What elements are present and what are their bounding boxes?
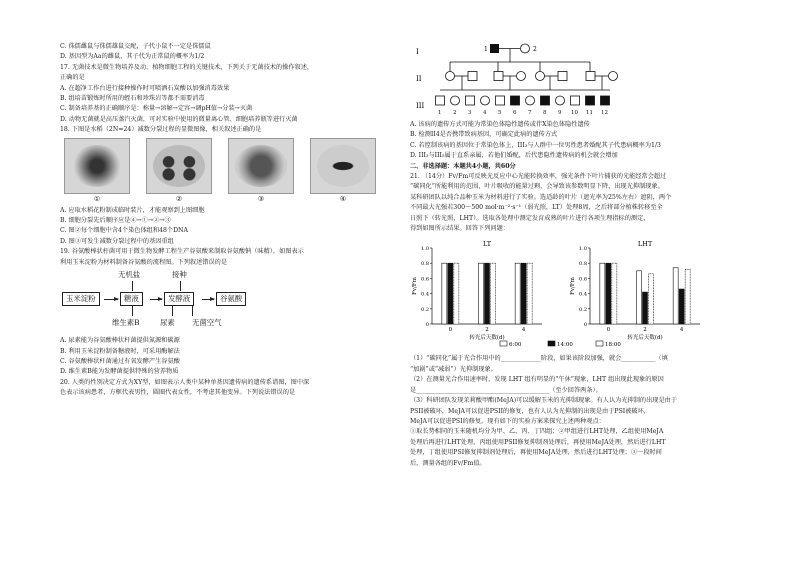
- svg-text:12: 12: [601, 110, 608, 116]
- micrograph-2: [146, 138, 212, 204]
- x-tick-label: 0: [606, 327, 611, 334]
- text-line: B. 利用玉米淀粉制备糖液时，可采用酶解法: [60, 347, 180, 355]
- pedigree-chart: [410, 38, 750, 120]
- micrograph-label: ④: [339, 195, 347, 204]
- text-line: A. 在超净工作台进行接种操作时可喷洒石炭酸以加强消毒效果: [60, 84, 230, 92]
- flow-arrow: [172, 306, 173, 316]
- bar: [685, 270, 690, 325]
- bar: [600, 264, 605, 325]
- affected-male: [490, 44, 499, 53]
- bar: [454, 264, 459, 325]
- bar: [673, 268, 678, 324]
- bar-charts: [410, 236, 750, 354]
- bar: [612, 264, 617, 325]
- svg-text:8: 8: [543, 110, 547, 116]
- flow-box: 糖液: [120, 292, 143, 306]
- text-line: “加剧”或“减弱”）光抑制现象。: [410, 365, 497, 373]
- svg-text:2: 2: [453, 110, 457, 116]
- svg-text:4: 4: [483, 110, 487, 116]
- y-tick-label: 0.8: [421, 261, 429, 268]
- flow-box: 发酵液: [164, 292, 194, 306]
- flow-label-top: 无机盐: [118, 270, 141, 280]
- legend-swatch: [500, 341, 507, 346]
- text-line: PSII被破坏，MeJA可以促进PSII的修复，也有人认为光抑制的出现是由于PSI被破坏，: [410, 407, 650, 415]
- text-line: 色表示该病患者，方框代表男性，圆圈代表女性，不考虑其他变异。下列说法错误的是: [60, 389, 296, 397]
- micrograph-4: [310, 138, 376, 204]
- y-tick-label: 0.6: [579, 276, 587, 283]
- y-tick-label: 0.2: [579, 307, 587, 314]
- flow-label-top: 接种: [172, 270, 187, 280]
- bar: [606, 264, 611, 325]
- flow-arrow: [150, 299, 162, 300]
- x-axis-label: 转光后天数(d): [627, 335, 663, 342]
- flow-arrow: [104, 299, 118, 300]
- svg-text:1: 1: [438, 110, 442, 116]
- y-tick-label: 0.8: [579, 261, 587, 268]
- y-tick-label: 1.0: [579, 246, 587, 253]
- micrograph-label: ①: [93, 195, 101, 204]
- y-tick-label: 0.4: [579, 292, 587, 299]
- bar: [448, 264, 453, 325]
- text-line: 利用玉米淀粉为材料制备谷氨酸的流程图。下列叙述错误的是: [60, 258, 228, 266]
- text-line: 20. 人类的性别决定方式为XY型，如图表示人类中某种单基因遗传病的遗传系谱图，图中深: [60, 378, 310, 386]
- y-tick-label: 0.6: [421, 276, 429, 283]
- text-line: B. 细胞分裂先后顺序应是④→①→②→③: [60, 217, 171, 225]
- y-tick-label: 0.4: [421, 292, 429, 299]
- x-tick-label: 4: [679, 327, 684, 334]
- y-axis-label: Fv/Fm: [570, 277, 576, 296]
- text-line: 17. 无菌技术是微生物培养及动、植物细胞工程的关键技术，下列关于无菌技术的操作叙述，: [60, 63, 314, 71]
- generation-label: III: [416, 102, 425, 110]
- text-line: D. III₃与III₅属于直系亲属，若他们婚配，后代患隐性遗传病的机会就会增加: [410, 152, 618, 160]
- bar: [515, 264, 520, 325]
- bar: [491, 264, 496, 325]
- bar: [679, 290, 684, 325]
- chart-svg: [410, 236, 750, 354]
- chart-title: LHT: [637, 240, 653, 249]
- y-tick-label: 0: [425, 322, 429, 329]
- text-line: 得到如图所示结果。回答下列问题：: [410, 225, 509, 233]
- text-line: 19. 谷氨酸棒状杆菌可用于微生物发酵工程生产谷氨酸来制取谷氨酸钠（味精），如图表示: [60, 248, 304, 256]
- text-line: B. 组培苗锻炼时所用的蛭石和珍珠岩等都不需要消毒: [60, 95, 205, 103]
- generation-label: II: [416, 75, 422, 83]
- flow-label-bottom: 尿素: [160, 318, 175, 328]
- micrograph-label: ③: [257, 195, 265, 204]
- svg-text:5: 5: [498, 110, 502, 116]
- flow-box: 谷氨酸: [216, 292, 246, 306]
- text-line: C. 侏儒雌鼠与侏儒雄鼠交配，子代小鼠不一定是侏儒鼠: [60, 43, 211, 50]
- flow-label-bottom: 无菌空气: [192, 318, 222, 328]
- text-line: MeJA可以促进PSI的修复。现有如下的实验方案来探究上述两种观点：: [410, 417, 605, 425]
- text-line: D. 动物无菌就是高压蒸汽灭菌，可对实验中使用的微量离心管、细胞培养瓶等进行灭菌: [60, 115, 298, 123]
- legend-label: 18:00: [605, 342, 621, 349]
- text-line: A. 尿素能为谷氨酸棒状杆菌提供氮源和碳源: [60, 337, 180, 345]
- text-line: D. 维生素B能为发酵菌提供特殊的营养物质: [60, 368, 179, 376]
- right-column: [410, 38, 750, 469]
- x-tick-label: 2: [485, 327, 489, 334]
- text-line: 是___________________________________________（至少回答两条）。: [410, 386, 602, 394]
- bar: [479, 264, 484, 325]
- text-line: C. 图②每个细胞中含4个染色体组和48个DNA: [60, 227, 188, 235]
- flow-label-bottom: 维生素B: [112, 318, 140, 328]
- text-line: A. 应取水稻花粉制成临时装片，才能观察到上图细胞: [60, 206, 205, 214]
- text-line: 不同最大光强若300～500 mol·m⁻²·s⁻¹（弱光照，LT）处理8周，之后将部分植株转移至全: [410, 204, 663, 212]
- text-line: “碳同化”所能利用的范围，叶片吸收的能量过剩，会导致该参数明显下降，出现光抑制现象。: [410, 183, 664, 191]
- flow-arrow: [192, 306, 193, 316]
- text-line: 某科研团队以纯合品种玉米为材料进行了实验。选适龄的叶片（遮光率为25%左右）遮阴，两个: [410, 193, 672, 201]
- text-line: D. 基因型为Aa的雌鼠，其子代为正常鼠的概率为1/2: [60, 53, 205, 61]
- micrograph-1: [64, 138, 130, 204]
- flow-arrow: [132, 306, 133, 316]
- svg-text:6: 6: [513, 110, 517, 116]
- flow-box: 玉米淀粉: [62, 292, 100, 306]
- text-line: B. 检测II4是否携带致病基因，可确定此病的遗传方式: [410, 131, 558, 139]
- x-axis-label: 转光后天数(d): [469, 335, 505, 342]
- y-axis-label: Fv/Fm: [412, 277, 418, 296]
- x-tick-label: 0: [448, 327, 453, 334]
- left-column: [60, 42, 390, 399]
- legend-label: 14:00: [557, 342, 573, 349]
- text-line: 日照下（转光照，LHT）。选取各处理中测定发育成熟的叶片进行各项生理指标的测定，: [410, 214, 650, 222]
- bar: [649, 274, 654, 324]
- text-line: D. 图③可发生减数分裂过程中的基因重组: [60, 237, 174, 245]
- text-line: 处理，丁组使用PSI修复抑制剂处理后，再使用MeJA处理，然后进行LHT处理；③一段时间: [410, 449, 662, 457]
- text-line: C. 谷氨酸棒状杆菌通过有氧发酵产生谷氨酸: [60, 357, 180, 365]
- generation-2: [440, 62, 618, 90]
- flow-arrow: [132, 281, 133, 291]
- section-title: 二、非选择题：本题共4小题，共60分: [410, 162, 516, 170]
- individual-number: 1: [484, 46, 488, 53]
- svg-text:10: 10: [571, 110, 578, 116]
- text-line: ①取长势相同的玉米随机均分为甲、乙、丙、丁四组；②甲组进行LHT处理，乙组使用MeJA: [410, 428, 664, 436]
- y-tick-label: 0.2: [421, 307, 429, 314]
- flow-arrow: [202, 299, 214, 300]
- svg-text:11: 11: [586, 110, 593, 116]
- y-tick-label: 1.0: [421, 246, 429, 253]
- text-line: C. 制备培养基的正确顺序是：称量→溶解→定容→调pH值→分装→灭菌: [60, 105, 253, 113]
- text-line: A. 该病的遗传方式可能为常染色体隐性遗传或伴X染色体隐性遗传: [410, 121, 590, 128]
- legend-label: 6:00: [509, 342, 522, 349]
- text-line: 处理后再进行LHT处理，丙组使用PSII修复抑制剂处理后，再使用MeJA处理，然后进行LHT: [410, 438, 666, 446]
- y-tick-label: 0: [583, 322, 587, 329]
- chart-title: LT: [482, 240, 492, 249]
- text-line: 后，测量各组的Fv/Fm值。: [410, 459, 486, 467]
- micrograph-row: [60, 138, 390, 204]
- flow-diagram: [60, 270, 390, 334]
- generation-3: [436, 96, 610, 105]
- pedigree-svg: [410, 38, 750, 120]
- female: [521, 44, 530, 53]
- bar: [643, 293, 648, 325]
- generation-3-numbers: [438, 110, 608, 116]
- svg-text:3: 3: [468, 110, 472, 116]
- text-line: 18. 下图是水稻（2N=24）减数分裂过程的显微图像，相关叙述正确的是: [60, 126, 262, 134]
- svg-text:9: 9: [558, 110, 562, 116]
- x-tick-label: 4: [521, 327, 526, 334]
- svg-text:7: 7: [528, 110, 532, 116]
- legend-swatch: [548, 341, 555, 346]
- bar: [442, 264, 447, 325]
- micrograph-3: [228, 138, 294, 204]
- bar: [527, 264, 532, 325]
- text-line: （1）“碳同化”属于光合作用中的_____________阶段，如果该阶段加强，就会___________（填: [410, 355, 668, 363]
- text-line: C. 若控制该病的基因位于常染色体上，III₃与人群中一位男性患者婚配其子代患病概率为1/3: [410, 141, 661, 149]
- legend-swatch: [596, 341, 603, 346]
- micrograph-label: ②: [175, 195, 183, 204]
- bar: [637, 271, 642, 324]
- text-line: 正确的是: [60, 74, 85, 82]
- text-line: 21. （14分）Fv/Fm可反映光反应中心光能转换效率，强光条件下叶片捕获的光能经常会超过: [410, 173, 667, 181]
- individual-number: 2: [533, 46, 537, 53]
- text-line: （3）科研团队发现茉莉酸甲酯(MeJA)可以缓解玉米的光抑制现象。有人认为光抑制的出现是由于: [410, 397, 678, 405]
- x-tick-label: 2: [643, 327, 647, 334]
- generation-label: I: [416, 48, 419, 56]
- bar: [521, 264, 526, 325]
- flow-arrow: [180, 281, 181, 291]
- bar: [485, 264, 490, 325]
- text-line: （2）在测量光合作用速率时，发现 LHT 组有明显的“午休”现象，LHT 组出现此现象的原因: [410, 376, 664, 384]
